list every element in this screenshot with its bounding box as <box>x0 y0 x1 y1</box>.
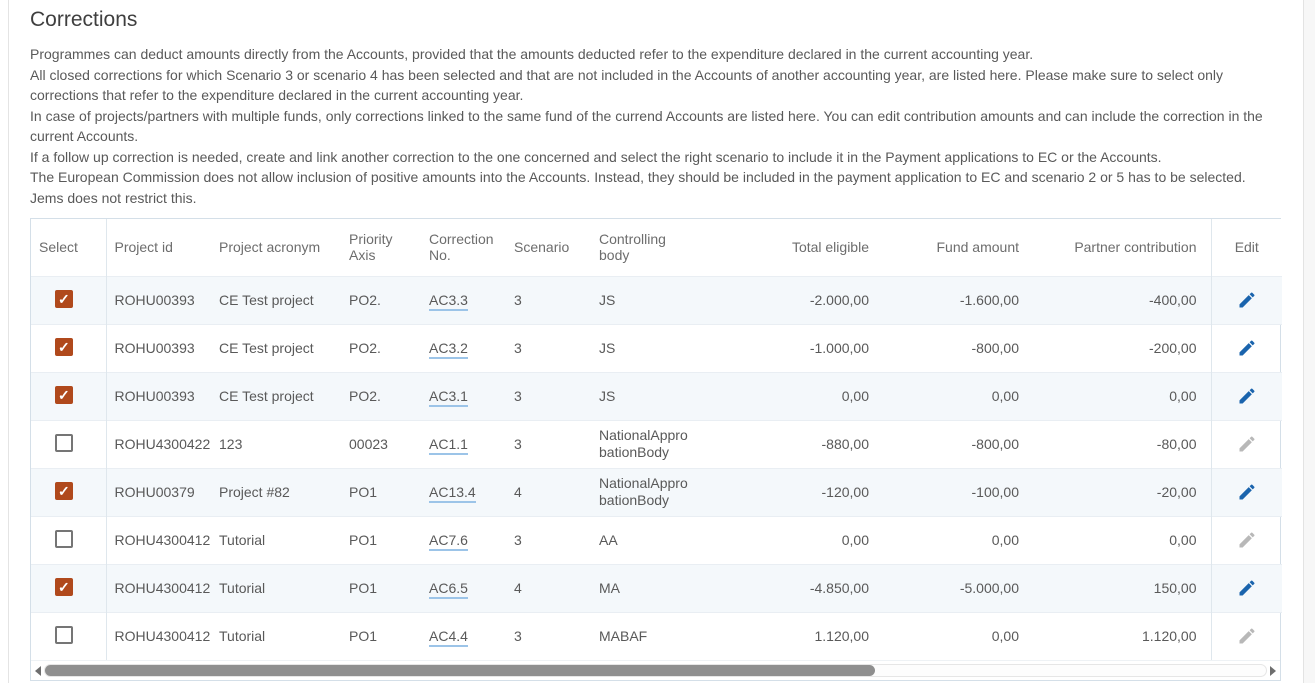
col-header-partner-contribution: Partner contribution <box>1033 219 1211 276</box>
col-header-project-id: Project id <box>106 219 211 276</box>
row-checkbox[interactable] <box>55 530 73 548</box>
cell-partner-contribution: 1.120,00 <box>1033 612 1211 660</box>
edit-button[interactable] <box>1233 286 1261 314</box>
corrections-table-container <box>30 218 1281 681</box>
cell-partner-contribution: 0,00 <box>1033 516 1211 564</box>
edit-button[interactable] <box>1233 430 1261 458</box>
table-row <box>31 516 1282 564</box>
table-row <box>31 372 1282 420</box>
correction-no-link[interactable]: AC6.5 <box>429 580 468 599</box>
cell-priority-axis: 00023 <box>341 420 421 468</box>
check-icon: ✓ <box>58 482 70 499</box>
cell-controlling-body: NationalApprobationBody <box>591 420 703 468</box>
description-line: All closed corrections for which Scenario 3 or scenario 4 has been selected and that are not included in the Accounts of another accounting year, are listed here. Please make sure to select only corrections that refer to the expenditure declared in the current accounting year. <box>30 66 1224 103</box>
cell-controlling-body: JS <box>591 276 703 324</box>
cell-priority-axis: PO2. <box>341 324 421 372</box>
cell-acronym: CE Test project <box>211 324 341 372</box>
cell-total-eligible: 0,00 <box>703 372 883 420</box>
col-header-fund-amount: Fund amount <box>883 219 1033 276</box>
col-header-scenario: Scenario <box>506 219 591 276</box>
edit-button[interactable] <box>1233 574 1261 602</box>
table-row <box>31 420 1282 468</box>
cell-project-id: ROHU00393 <box>106 276 211 324</box>
cell-total-eligible: 0,00 <box>703 516 883 564</box>
description-line: If a follow up correction is needed, create and link another correction to the one concerned and select the right scenario to include it in the Payment applications to EC or the Accounts. <box>30 148 1162 165</box>
row-checkbox[interactable] <box>55 434 73 452</box>
cell-partner-contribution: 0,00 <box>1033 372 1211 420</box>
table-row <box>31 564 1282 612</box>
pencil-icon <box>1237 290 1257 310</box>
edit-button[interactable] <box>1233 526 1261 554</box>
cell-fund-amount: -800,00 <box>883 420 1033 468</box>
edit-button[interactable] <box>1233 622 1261 650</box>
row-checkbox[interactable] <box>55 578 73 596</box>
pencil-icon <box>1237 386 1257 406</box>
description-line: The European Commission does not allow inclusion of positive amounts into the Accounts. Instead, they should be included in the payment application to EC and scenario 2 or 5 has to be selected. Jems does not restrict this. <box>30 169 1246 206</box>
arrow-left-icon[interactable] <box>35 666 41 676</box>
cell-fund-amount: -1.600,00 <box>883 276 1033 324</box>
cell-controlling-body: JS <box>591 372 703 420</box>
check-icon: ✓ <box>58 290 70 307</box>
cell-priority-axis: PO1 <box>341 612 421 660</box>
cell-acronym: Tutorial <box>211 612 341 660</box>
pencil-icon <box>1237 338 1257 358</box>
cell-partner-contribution: -80,00 <box>1033 420 1211 468</box>
row-checkbox[interactable] <box>55 626 73 644</box>
cell-total-eligible: -120,00 <box>703 468 883 516</box>
description-text <box>30 44 1281 208</box>
cell-fund-amount: 0,00 <box>883 372 1033 420</box>
row-checkbox[interactable] <box>55 338 73 356</box>
corrections-table <box>31 219 1282 660</box>
cell-total-eligible: -2.000,00 <box>703 276 883 324</box>
pencil-icon <box>1237 578 1257 598</box>
cell-scenario: 3 <box>506 324 591 372</box>
table-body <box>31 276 1282 660</box>
cell-project-id: ROHU4300412 <box>106 564 211 612</box>
cell-project-id: ROHU4300422 <box>106 420 211 468</box>
cell-controlling-body: MA <box>591 564 703 612</box>
cell-total-eligible: -1.000,00 <box>703 324 883 372</box>
row-checkbox[interactable] <box>55 290 73 308</box>
edit-button[interactable] <box>1233 478 1261 506</box>
cell-scenario: 4 <box>506 564 591 612</box>
table-header-row <box>31 219 1282 276</box>
cell-partner-contribution: -20,00 <box>1033 468 1211 516</box>
cell-partner-contribution: -200,00 <box>1033 324 1211 372</box>
description-line: Programmes can deduct amounts directly from the Accounts, provided that the amounts deducted refer to the expenditure declared in the current accounting year. <box>30 46 1034 62</box>
cell-priority-axis: PO1 <box>341 468 421 516</box>
correction-no-link[interactable]: AC4.4 <box>429 628 468 647</box>
page-title: Corrections <box>30 8 138 31</box>
table-row <box>31 276 1282 324</box>
cell-acronym: Tutorial <box>211 564 341 612</box>
edit-button[interactable] <box>1233 334 1261 362</box>
check-icon: ✓ <box>58 386 70 403</box>
horizontal-scrollbar-track[interactable] <box>44 664 1267 677</box>
table-row <box>31 324 1282 372</box>
correction-no-link[interactable]: AC13.4 <box>429 484 476 503</box>
pencil-icon <box>1237 530 1257 550</box>
cell-priority-axis: PO2. <box>341 276 421 324</box>
cell-project-id: ROHU4300412 <box>106 516 211 564</box>
cell-priority-axis: PO1 <box>341 516 421 564</box>
cell-scenario: 3 <box>506 276 591 324</box>
cell-fund-amount: 0,00 <box>883 516 1033 564</box>
pencil-icon <box>1237 434 1257 454</box>
cell-scenario: 3 <box>506 372 591 420</box>
cell-acronym: CE Test project <box>211 372 341 420</box>
cell-scenario: 3 <box>506 612 591 660</box>
corrections-section <box>30 8 1281 681</box>
cell-scenario: 3 <box>506 420 591 468</box>
col-header-total-eligible: Total eligible <box>703 219 883 276</box>
horizontal-scrollbar-thumb[interactable] <box>45 665 875 676</box>
cell-fund-amount: -100,00 <box>883 468 1033 516</box>
cell-controlling-body: MABAF <box>591 612 703 660</box>
cell-acronym: 123 <box>211 420 341 468</box>
col-header-select: Select <box>31 219 106 276</box>
cell-partner-contribution: -400,00 <box>1033 276 1211 324</box>
correction-no-link[interactable]: AC3.3 <box>429 292 468 311</box>
row-checkbox[interactable] <box>55 386 73 404</box>
cell-total-eligible: -4.850,00 <box>703 564 883 612</box>
edit-button[interactable] <box>1233 382 1261 410</box>
cell-fund-amount: -5.000,00 <box>883 564 1033 612</box>
cell-priority-axis: PO1 <box>341 564 421 612</box>
pencil-icon <box>1237 482 1257 502</box>
row-checkbox[interactable] <box>55 482 73 500</box>
col-header-controlling-body: Controlling body <box>591 219 703 276</box>
description-line: In case of projects/partners with multiple funds, only corrections linked to the same fund of the currend Accounts are listed here. You can edit contribution amounts and can include the correction in the current Accounts. <box>30 107 1263 144</box>
cell-project-id: ROHU00379 <box>106 468 211 516</box>
check-icon: ✓ <box>58 338 70 355</box>
correction-no-link[interactable]: AC3.2 <box>429 340 468 359</box>
cell-total-eligible: 1.120,00 <box>703 612 883 660</box>
correction-no-link[interactable]: AC7.6 <box>429 532 468 551</box>
cell-controlling-body: AA <box>591 516 703 564</box>
arrow-right-icon[interactable] <box>1270 666 1276 676</box>
cell-fund-amount: -800,00 <box>883 324 1033 372</box>
vertical-scrollbar-track[interactable] <box>1303 0 1315 683</box>
cell-project-id: ROHU4300412 <box>106 612 211 660</box>
col-header-correction-no: Correction No. <box>421 219 506 276</box>
cell-acronym: CE Test project <box>211 276 341 324</box>
cell-acronym: Tutorial <box>211 516 341 564</box>
cell-priority-axis: PO2. <box>341 372 421 420</box>
check-icon: ✓ <box>58 578 70 595</box>
cell-acronym: Project #82 <box>211 468 341 516</box>
horizontal-scrollbar[interactable] <box>31 660 1280 680</box>
col-header-edit: Edit <box>1211 219 1282 276</box>
table-row <box>31 612 1282 660</box>
col-header-acronym: Project acronym <box>211 219 341 276</box>
content-left-border <box>8 0 9 683</box>
col-header-priority-axis: Priority Axis <box>341 219 421 276</box>
cell-project-id: ROHU00393 <box>106 372 211 420</box>
cell-scenario: 4 <box>506 468 591 516</box>
cell-project-id: ROHU00393 <box>106 324 211 372</box>
cell-controlling-body: JS <box>591 324 703 372</box>
cell-partner-contribution: 150,00 <box>1033 564 1211 612</box>
cell-controlling-body: NationalApprobationBody <box>591 468 703 516</box>
correction-no-link[interactable]: AC1.1 <box>429 436 468 455</box>
cell-fund-amount: 0,00 <box>883 612 1033 660</box>
cell-scenario: 3 <box>506 516 591 564</box>
pencil-icon <box>1237 626 1257 646</box>
cell-total-eligible: -880,00 <box>703 420 883 468</box>
correction-no-link[interactable]: AC3.1 <box>429 388 468 407</box>
table-row <box>31 468 1282 516</box>
